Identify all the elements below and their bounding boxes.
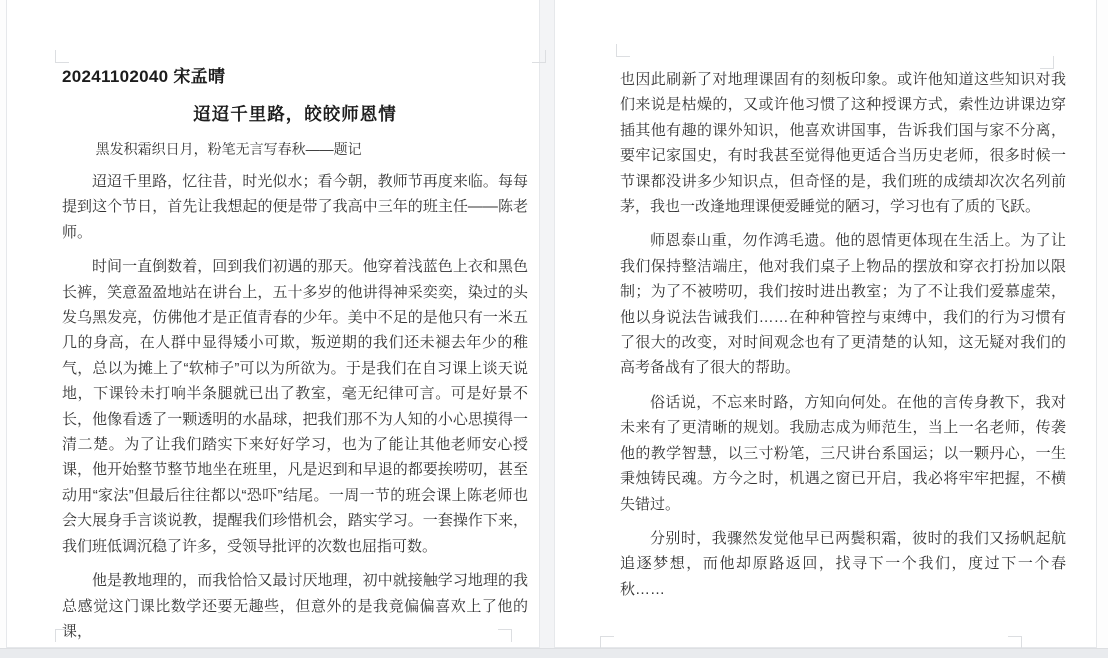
- document-page-1: [6, 0, 540, 648]
- essay-paragraph: 迢迢千里路，忆往昔，时光似水；看今朝，教师节再度来临。每每提到这个节日，首先让我想起的便是带了我高中三年的班主任——陈老师。: [62, 173, 528, 241]
- essay-title: 迢迢千里路，皎皎师恩情: [193, 104, 397, 124]
- text-boundary-mark: [616, 44, 630, 57]
- essay-paragraph: 时间一直倒数着，回到我们初遇的那天。他穿着浅蓝色上衣和黑色长裤，笑意盈盈地站在讲台上，五十多岁的他讲得神采奕奕，染过的头发乌黑发亮，仿佛他才是正值青春的少年。美中不足的是他只有一米五几的身高，在人群中显得矮小可欺，叛逆期的我们还未褪去年少的稚气，总以为摊上了“软柿子”可以为所欲为。于是我们在自习课上谈天说地，下课铃未打响半条腿就已出了教室，毫无纪律可言。可是好景不长，他像看透了一颗透明的水晶球，把我们那不为人知的小心思摸得一清二楚。为了让我们踏实下来好好学习，也为了能让其他老师安心授课，他开始整节整节地坐在班里，凡是迟到和早退的都要挨唠叨，甚至动用“家法”但最后往往都以“恐吓”结尾。一周一节的班会课上陈老师也会大展身手言谈说教，提醒我们珍惜机会，踏实学习。一套操作下来，我们班低调沉稳了许多，受领导批评的次数也屈指可数。: [62, 258, 528, 555]
- essay-epigraph: 黑发积霜织日月，粉笔无言写春秋——题记: [95, 141, 362, 157]
- page-2-text-column: [620, 67, 1066, 611]
- essay-paragraph: 也因此刷新了对地理课固有的刻板印象。或许他知道这些知识对我们来说是枯燥的，又或许他习惯了这种授课方式，索性边讲课边穿插其他有趣的课外知识，他喜欢讲国事，告诉我们国与家不分离，要牢记家国史，有时我甚至觉得他更适合当历史老师，很多时候一节课都没讲多少知识点，但奇怪的是，我们班的成绩却次次名列前茅，我也一改逢地理课便爱睡觉的陋习，学习也有了质的飞跃。: [620, 71, 1066, 216]
- page-1-text-column: [62, 67, 528, 653]
- student-id-and-name: 20241102040 宋孟晴: [62, 67, 226, 86]
- essay-paragraph: 他是教地理的，而我恰恰又最讨厌地理，初中就接触学习地理的我总感觉这门课比数学还要无趣些，但意外的是我竟偏偏喜欢上了他的课，: [62, 572, 528, 640]
- essay-paragraph: 分别时，我骤然发觉他早已两鬓积霜，彼时的我们又扬帆起航追逐梦想，而他却原路返回，找寻下一个我们，度过下一个春秋……: [620, 529, 1066, 598]
- text-boundary-mark: [55, 629, 69, 642]
- text-boundary-mark: [498, 629, 512, 642]
- text-boundary-mark: [1040, 56, 1054, 69]
- page-gap: [540, 0, 554, 648]
- page-1-body: [62, 169, 528, 644]
- page-2-body: [620, 67, 1066, 602]
- text-boundary-mark: [532, 50, 546, 63]
- essay-paragraph: 俗话说，不忘来时路，方知向何处。在他的言传身教下，我对未来有了更清晰的规划。我励志成为师范生，当上一名老师，传袭他的教学智慧，以三寸粉笔，三尺讲台系国运；以一颗丹心，一生秉烛铸民魂。方今之时，机遇之窗已开启，我必将牢牢把握，不横失错过。: [620, 393, 1066, 513]
- page-bottom-edge-strip: [0, 648, 1108, 658]
- document-page-2: [554, 0, 1097, 648]
- essay-paragraph: 师恩泰山重，勿作鸿毛遗。他的恩情更体现在生活上。为了让我们保持整洁端庄，他对我们桌子上物品的摆放和穿衣打扮加以限制；为了不被唠叨，我们按时进出教室；为了不让我们爱慕虚荣，他以身说法告诫我们……在种种管控与束缚中，我们的行为习惯有了很大的改变，对时间观念也有了更清楚的认知，这无疑对我们的高考备战有了很大的帮助。: [620, 232, 1066, 377]
- text-boundary-mark: [55, 50, 69, 63]
